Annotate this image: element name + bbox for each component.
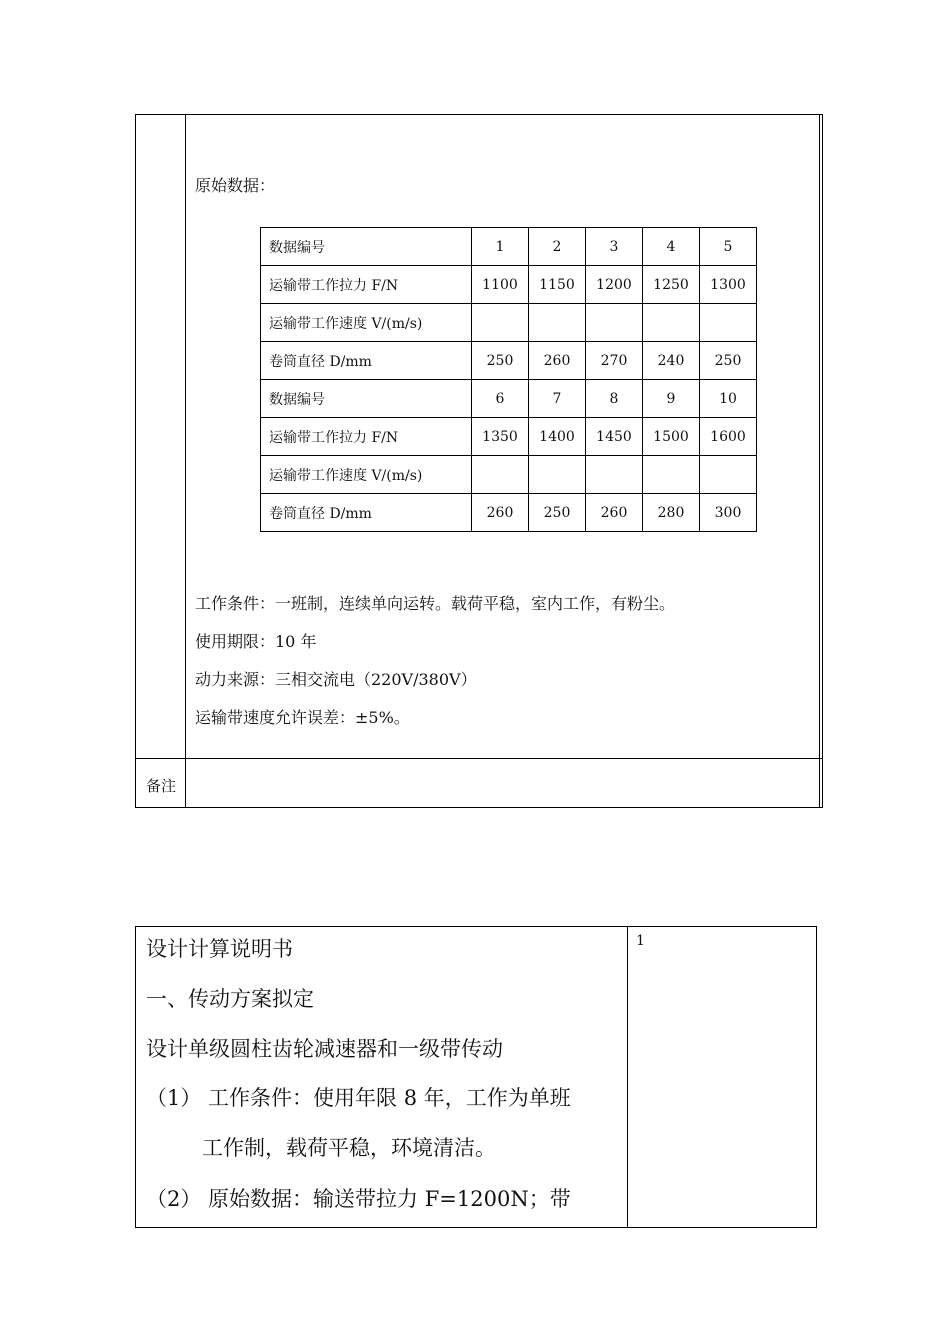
column-divider (627, 927, 628, 1227)
design-calculation-box (135, 926, 817, 1228)
power-source-text: 动力来源：三相交流电（220V/380V） (195, 670, 477, 689)
table-cell: 1600 (700, 418, 757, 456)
row-label: 运输带工作速度 V/(m/s) (261, 456, 472, 494)
design-task-form (135, 114, 823, 808)
row-label: 运输带工作拉力 F/N (261, 418, 472, 456)
table-cell: 4 (643, 228, 700, 266)
table-cell: 1450 (586, 418, 643, 456)
table-cell: 1250 (643, 266, 700, 304)
remark-row-divider (136, 758, 822, 759)
table-row (261, 456, 757, 494)
table-cell: 3 (586, 228, 643, 266)
table-cell: 1500 (643, 418, 700, 456)
table-cell (529, 456, 586, 494)
body-line: （2） 原始数据：输送带拉力 F=1200N；带 (146, 1187, 571, 1211)
table-cell: 260 (586, 494, 643, 532)
table-cell: 1200 (586, 266, 643, 304)
body-line: （1） 工作条件：使用年限 8 年，工作为单班 (146, 1086, 571, 1110)
table-cell: 8 (586, 380, 643, 418)
table-cell (586, 304, 643, 342)
table-cell: 1350 (472, 418, 529, 456)
section-heading: 一、传动方案拟定 (146, 987, 314, 1011)
row-label: 数据编号 (261, 228, 472, 266)
table-cell: 240 (643, 342, 700, 380)
table-row (261, 228, 757, 266)
original-data-label: 原始数据： (195, 176, 276, 195)
table-cell: 9 (643, 380, 700, 418)
table-cell (472, 304, 529, 342)
table-cell: 1100 (472, 266, 529, 304)
table-cell: 10 (700, 380, 757, 418)
table-cell: 6 (472, 380, 529, 418)
table-cell: 1 (472, 228, 529, 266)
table-row (261, 494, 757, 532)
table-cell: 1150 (529, 266, 586, 304)
table-cell: 260 (529, 342, 586, 380)
table-cell (472, 456, 529, 494)
table-row (261, 418, 757, 456)
row-label: 运输带工作拉力 F/N (261, 266, 472, 304)
table-row (261, 266, 757, 304)
table-cell (643, 304, 700, 342)
table-cell: 1400 (529, 418, 586, 456)
row-label: 卷筒直径 D/mm (261, 342, 472, 380)
table-row (261, 380, 757, 418)
table-cell: 250 (472, 342, 529, 380)
page-number: 1 (636, 933, 645, 949)
table-cell: 260 (472, 494, 529, 532)
column-divider (185, 115, 186, 807)
table-cell: 250 (700, 342, 757, 380)
work-condition-text: 工作条件：一班制，连续单向运转。载荷平稳，室内工作，有粉尘。 (195, 594, 676, 613)
table-cell (529, 304, 586, 342)
table-row (261, 304, 757, 342)
document-title: 设计计算说明书 (146, 937, 293, 961)
original-data-table (260, 227, 757, 532)
table-cell (700, 304, 757, 342)
table-cell (586, 456, 643, 494)
table-cell: 300 (700, 494, 757, 532)
table-cell: 1300 (700, 266, 757, 304)
row-label: 数据编号 (261, 380, 472, 418)
body-line: 工作制，载荷平稳，环境清洁。 (202, 1136, 496, 1160)
remark-label: 备注 (146, 777, 177, 795)
table-row (261, 342, 757, 380)
table-cell: 7 (529, 380, 586, 418)
table-cell (700, 456, 757, 494)
table-cell: 270 (586, 342, 643, 380)
table-cell: 5 (700, 228, 757, 266)
table-cell: 2 (529, 228, 586, 266)
body-line: 设计单级圆柱齿轮减速器和一级带传动 (146, 1037, 503, 1061)
table-cell (643, 456, 700, 494)
service-life-text: 使用期限：10 年 (195, 632, 317, 651)
table-cell: 250 (529, 494, 586, 532)
row-label: 卷筒直径 D/mm (261, 494, 472, 532)
row-label: 运输带工作速度 V/(m/s) (261, 304, 472, 342)
table-cell: 280 (643, 494, 700, 532)
right-border-double (819, 115, 820, 807)
speed-tolerance-text: 运输带速度允许误差：±5%。 (195, 708, 410, 727)
